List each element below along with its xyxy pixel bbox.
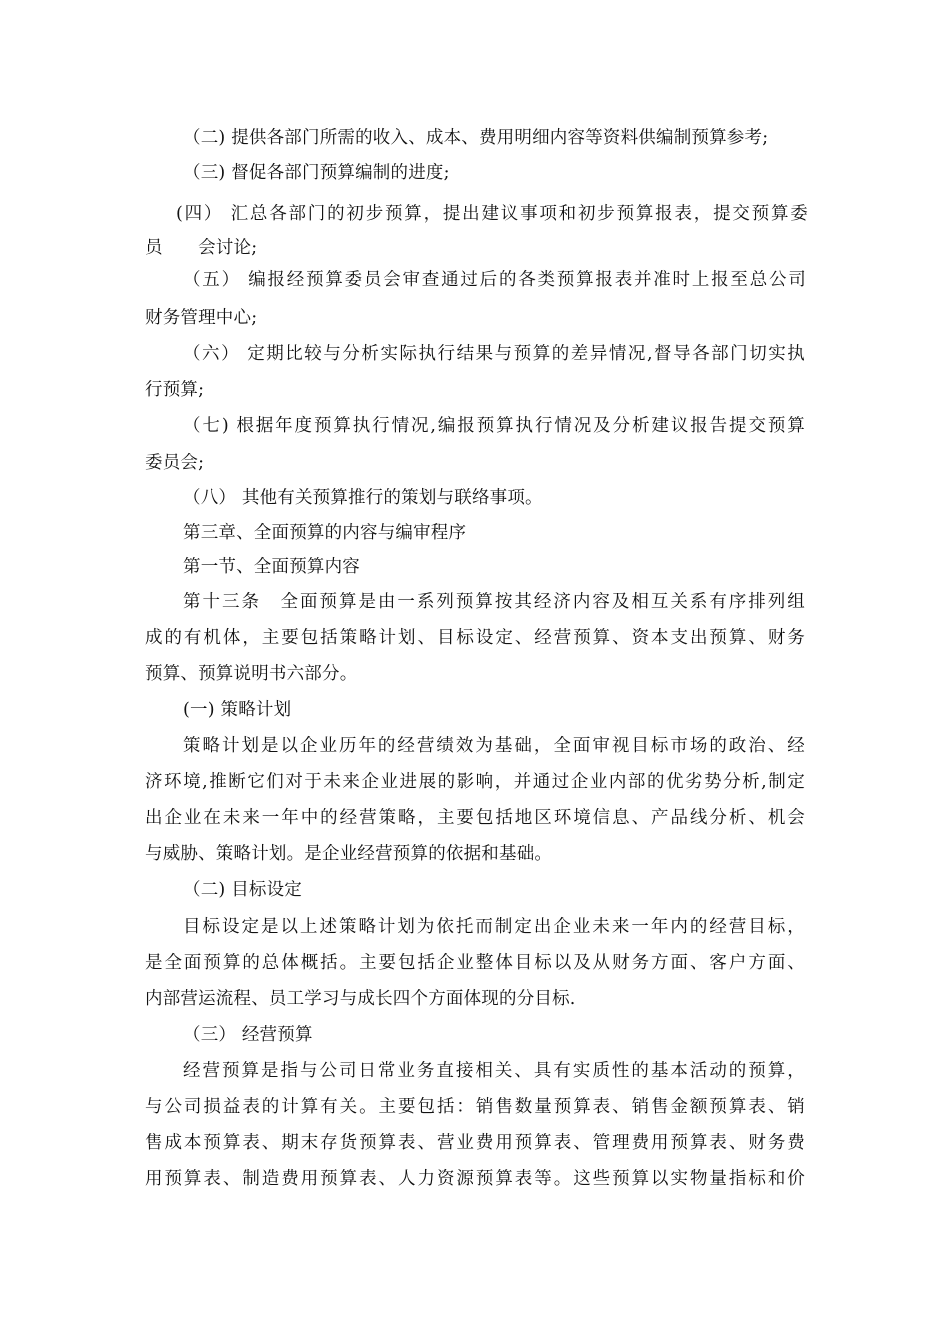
- text-line: 与公司损益表的计算有关。主要包括：销售数量预算表、销售金额预算表、销: [145, 1097, 805, 1117]
- text-line: （七) 根据年度预算执行情况,编报预算执行情况及分析建议报告提交预算: [183, 416, 805, 436]
- subsection-heading: （二) 目标设定: [183, 880, 302, 900]
- text-line: 财务管理中心;: [145, 308, 258, 328]
- text-line: 预算、预算说明书六部分。: [145, 664, 358, 684]
- text-line: 出企业在未来一年中的经营策略，主要包括地区环境信息、产品线分析、机会: [145, 808, 805, 828]
- text-line: 与威胁、策略计划。是企业经营预算的依据和基础。: [145, 844, 553, 864]
- text-line: （五） 编报经预算委员会审查通过后的各类预算报表并准时上报至总公司: [183, 270, 806, 290]
- text-line: 济环境,推断它们对于未来企业进展的影响，并通过企业内部的优劣势分析,制定: [145, 772, 805, 792]
- text-line: 用预算表、制造费用预算表、人力资源预算表等。这些预算以实物量指标和价: [145, 1169, 805, 1189]
- text-line: 售成本预算表、期末存货预算表、营业费用预算表、管理费用预算表、财务费: [145, 1133, 805, 1153]
- text-line: （二) 提供各部门所需的收入、成本、费用明细内容等资料供编制预算参考;: [183, 128, 769, 148]
- text-line: 成的有机体，主要包括策略计划、目标设定、经营预算、资本支出预算、财务: [145, 628, 805, 648]
- text-line: 委员会;: [145, 453, 205, 473]
- section-heading: 第一节、全面预算内容: [183, 557, 360, 577]
- text-line: （三) 督促各部门预算编制的进度;: [183, 163, 450, 183]
- text-line: 行预算;: [145, 380, 205, 400]
- text-line: （六） 定期比较与分析实际执行结果与预算的差异情况,督导各部门切实执: [183, 344, 805, 364]
- text-line: （八） 其他有关预算推行的策划与联络事项。: [183, 488, 543, 508]
- text-line: 是全面预算的总体概括。主要包括企业整体目标以及从财务方面、客户方面、: [145, 953, 805, 973]
- subsection-heading: （三） 经营预算: [183, 1025, 313, 1045]
- text-line: 策略计划是以企业历年的经营绩效为基础，全面审视目标市场的政治、经: [183, 736, 805, 756]
- text-line: 目标设定是以上述策略计划为依托而制定出企业未来一年内的经营目标，: [183, 917, 805, 937]
- subsection-heading: (一) 策略计划: [183, 700, 292, 720]
- text-line: 经营预算是指与公司日常业务直接相关、具有实质性的基本活动的预算，: [183, 1061, 805, 1081]
- text-line: 员 会讨论;: [145, 238, 258, 258]
- text-line: 内部营运流程、员工学习与成长四个方面体现的分目标.: [145, 989, 576, 1009]
- text-line: 第十三条 全面预算是由一系列预算按其经济内容及相互关系有序排列组: [183, 592, 805, 612]
- text-line: (四） 汇总各部门的初步预算，提出建议事项和初步预算报表，提交预算委: [176, 204, 808, 224]
- chapter-heading: 第三章、全面预算的内容与编审程序: [183, 523, 467, 543]
